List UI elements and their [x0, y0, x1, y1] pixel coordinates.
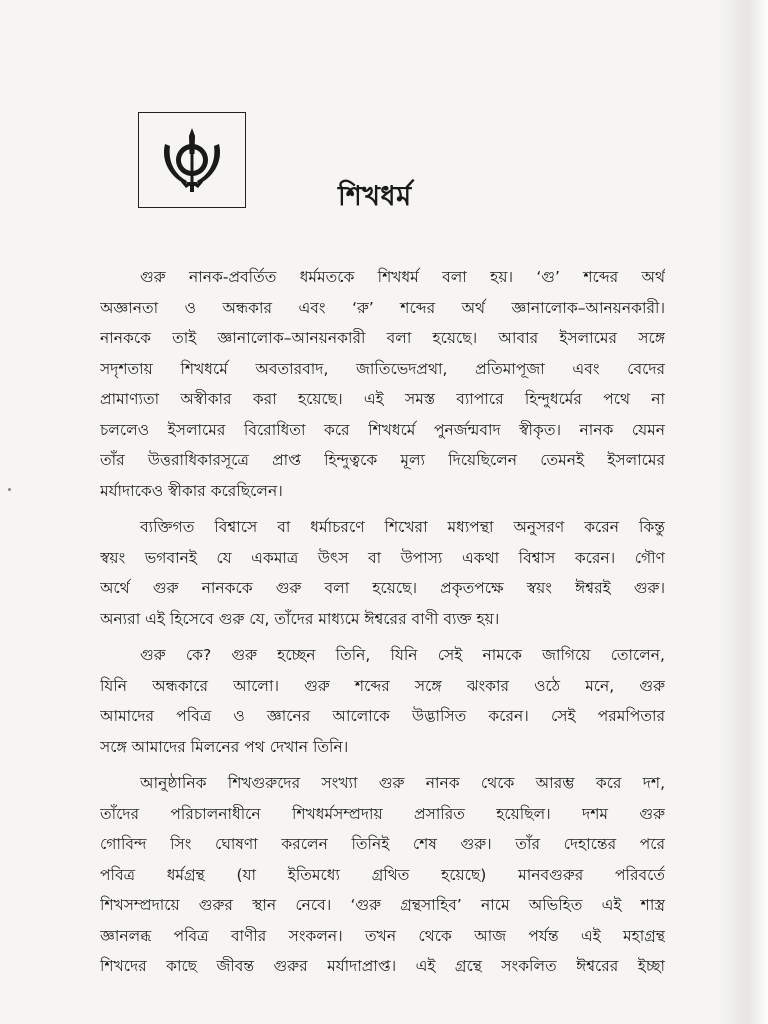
text-line: নানককে তাই জ্ঞানালোক–আনয়নকারী বলা হয়েছে। আবার ইসলামের সঙ্গে [100, 329, 665, 347]
text-line: অন্যরা এই হিসেবে গুরু যে, তাঁদের মাধ্যমে ঈশ্বরের বাণী ব্যক্ত হয়। [100, 609, 500, 628]
paragraph [100, 768, 665, 982]
text-line: তাঁদের পরিচালনাধীনে শিখধর্মসম্প্রদায় প্রসারিত হয়েছিল। দশম গুরু [100, 804, 665, 823]
text-line: স্বয়ং ভগবানই যে একমাত্র উৎস বা উপাস্য একথা বিশ্বাস করেন। গৌণ [100, 548, 665, 567]
emblem-box [138, 112, 246, 208]
text-line: সদৃশতায় শিখধর্মে অবতারবাদ, জাতিভেদপ্রথা, প্রতিমাপূজা এবং বেদের [100, 359, 665, 378]
paragraph [100, 262, 665, 506]
text-line: মর্যাদাকেও স্বীকার করেছিলেন। [100, 481, 283, 500]
text-line: অর্থে গুরু নানককে গুরু বলা হয়েছে। প্রকৃতপক্ষে স্বয়ং ঈশ্বরই গুরু। [100, 579, 665, 597]
text-line: শিখসম্প্রদায়ে গুরুর স্থান নেবে। ‘গুরু গ্রন্থসাহিব’ নামে অভিহিত এই শাস্ত্র [100, 896, 665, 914]
text-line: জ্ঞানলব্ধ পবিত্র বাণীর সংকলন। তখন থেকে আজ পর্যন্ত এই মহাগ্রন্থ [100, 926, 665, 945]
text-line: আনুষ্ঠানিক শিখগুরুদের সংখ্যা গুরু নানক থেকে আরম্ভ করে দশ, [140, 774, 665, 792]
text-line: অজ্ঞানতা ও অন্ধকার এবং ‘রু’ শব্দের অর্থ জ্ঞানালোক–আনয়নকারী। [100, 298, 665, 317]
text-line: পবিত্র ধর্মগ্রন্থ (যা ইতিমধ্যে গ্রথিত হয়েছে) মানবগুরুর পরিবর্তে [100, 865, 665, 884]
text-line: চললেও ইসলামের বিরোধিতা করে শিখধর্মে পুনর্জন্মবাদ স্বীকৃত। নানক যেমন [100, 420, 665, 439]
page-shadow [718, 0, 768, 1024]
text-line: শিখদের কাছে জীবন্ত গুরুর মর্যাদাপ্রাপ্ত। এই গ্রন্থে সংকলিত ঈশ্বরের ইচ্ছা [100, 957, 665, 975]
text-line: প্রামাণ্যতা অস্বীকার করা হয়েছে। এই সমস্ত ব্যাপারে হিন্দুধর্মের পথে না [100, 390, 665, 408]
text-line: সঙ্গে আমাদের মিলনের পথ দেখান তিনি। [100, 737, 349, 756]
paragraph [100, 512, 665, 634]
text-line: গুরু কে? গুরু হচ্ছেন তিনি, যিনি সেই নামকে জাগিয়ে তোলেন, [140, 646, 665, 664]
page-title: শিখধর্ম [338, 181, 412, 212]
text-line: গুরু নানক-প্রবর্তিত ধর্মমতকে শিখধর্ম বলা হয়। ‘গু’ শব্দের অর্থ [140, 268, 665, 286]
text-line: আমাদের পবিত্র ও জ্ঞানের আলোকে উদ্ভাসিত করেন। সেই পরমপিতার [100, 707, 665, 725]
text-line: যিনি অন্ধকারে আলো। গুরু শব্দের সঙ্গে ঝংকার ওঠে মনে, গুরু [100, 676, 665, 695]
scan-speck [8, 488, 11, 491]
khanda-icon [157, 124, 227, 196]
text-line: ব্যক্তিগত বিশ্বাসে বা ধর্মাচরণে শিখেরা মধ্যপন্থা অনুসরণ করেন কিন্তু [140, 518, 665, 536]
paragraph [100, 640, 665, 762]
text-line: গোবিন্দ সিং ঘোষণা করলেন তিনিই শেষ গুরু। তাঁর দেহান্তের পরে [100, 835, 665, 853]
body-text [100, 262, 665, 982]
text-line: তাঁর উত্তরাধিকারসূত্রে প্রাপ্ত হিন্দুত্বকে মূল্য দিয়েছিলেন তেমনই ইসলামের [100, 451, 665, 469]
